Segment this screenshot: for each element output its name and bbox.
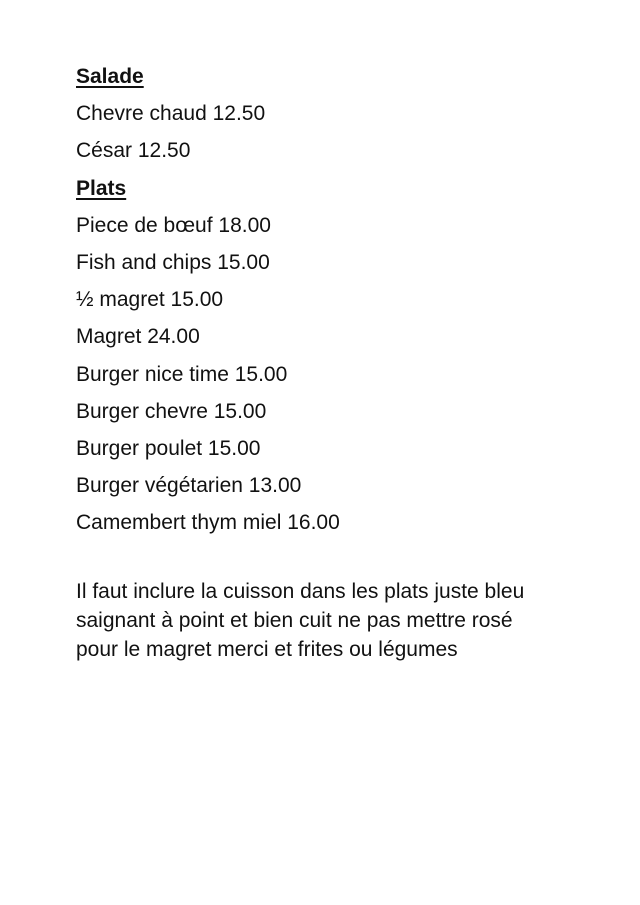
section-heading-salade: Salade — [76, 65, 144, 88]
section-heading-plats: Plats — [76, 176, 127, 200]
menu-item: Burger poulet 15.00 — [76, 436, 261, 460]
menu-item: Burger nice time 15.00 — [76, 362, 288, 386]
section-salade — [76, 58, 576, 170]
menu-item: Chevre chaud 12.50 — [76, 102, 266, 126]
menu-item: Piece de bœuf 18.00 — [76, 213, 271, 237]
menu-item: Camembert thym miel 16.00 — [76, 511, 340, 535]
menu-item: Burger chevre 15.00 — [76, 399, 267, 423]
menu-item: Fish and chips 15.00 — [76, 250, 270, 274]
section-plats — [76, 170, 576, 542]
cooking-note: Il faut inclure la cuisson dans les plats juste bleu saignant à point et bien cuit ne pas mettre rosé pour le magret merci et frites ou légumes — [76, 580, 525, 662]
menu-item: César 12.50 — [76, 139, 191, 163]
menu-item: ½ magret 15.00 — [76, 288, 224, 312]
menu-item: Burger végétarien 13.00 — [76, 474, 302, 498]
document-page — [76, 58, 576, 685]
menu-item: Magret 24.00 — [76, 325, 200, 349]
